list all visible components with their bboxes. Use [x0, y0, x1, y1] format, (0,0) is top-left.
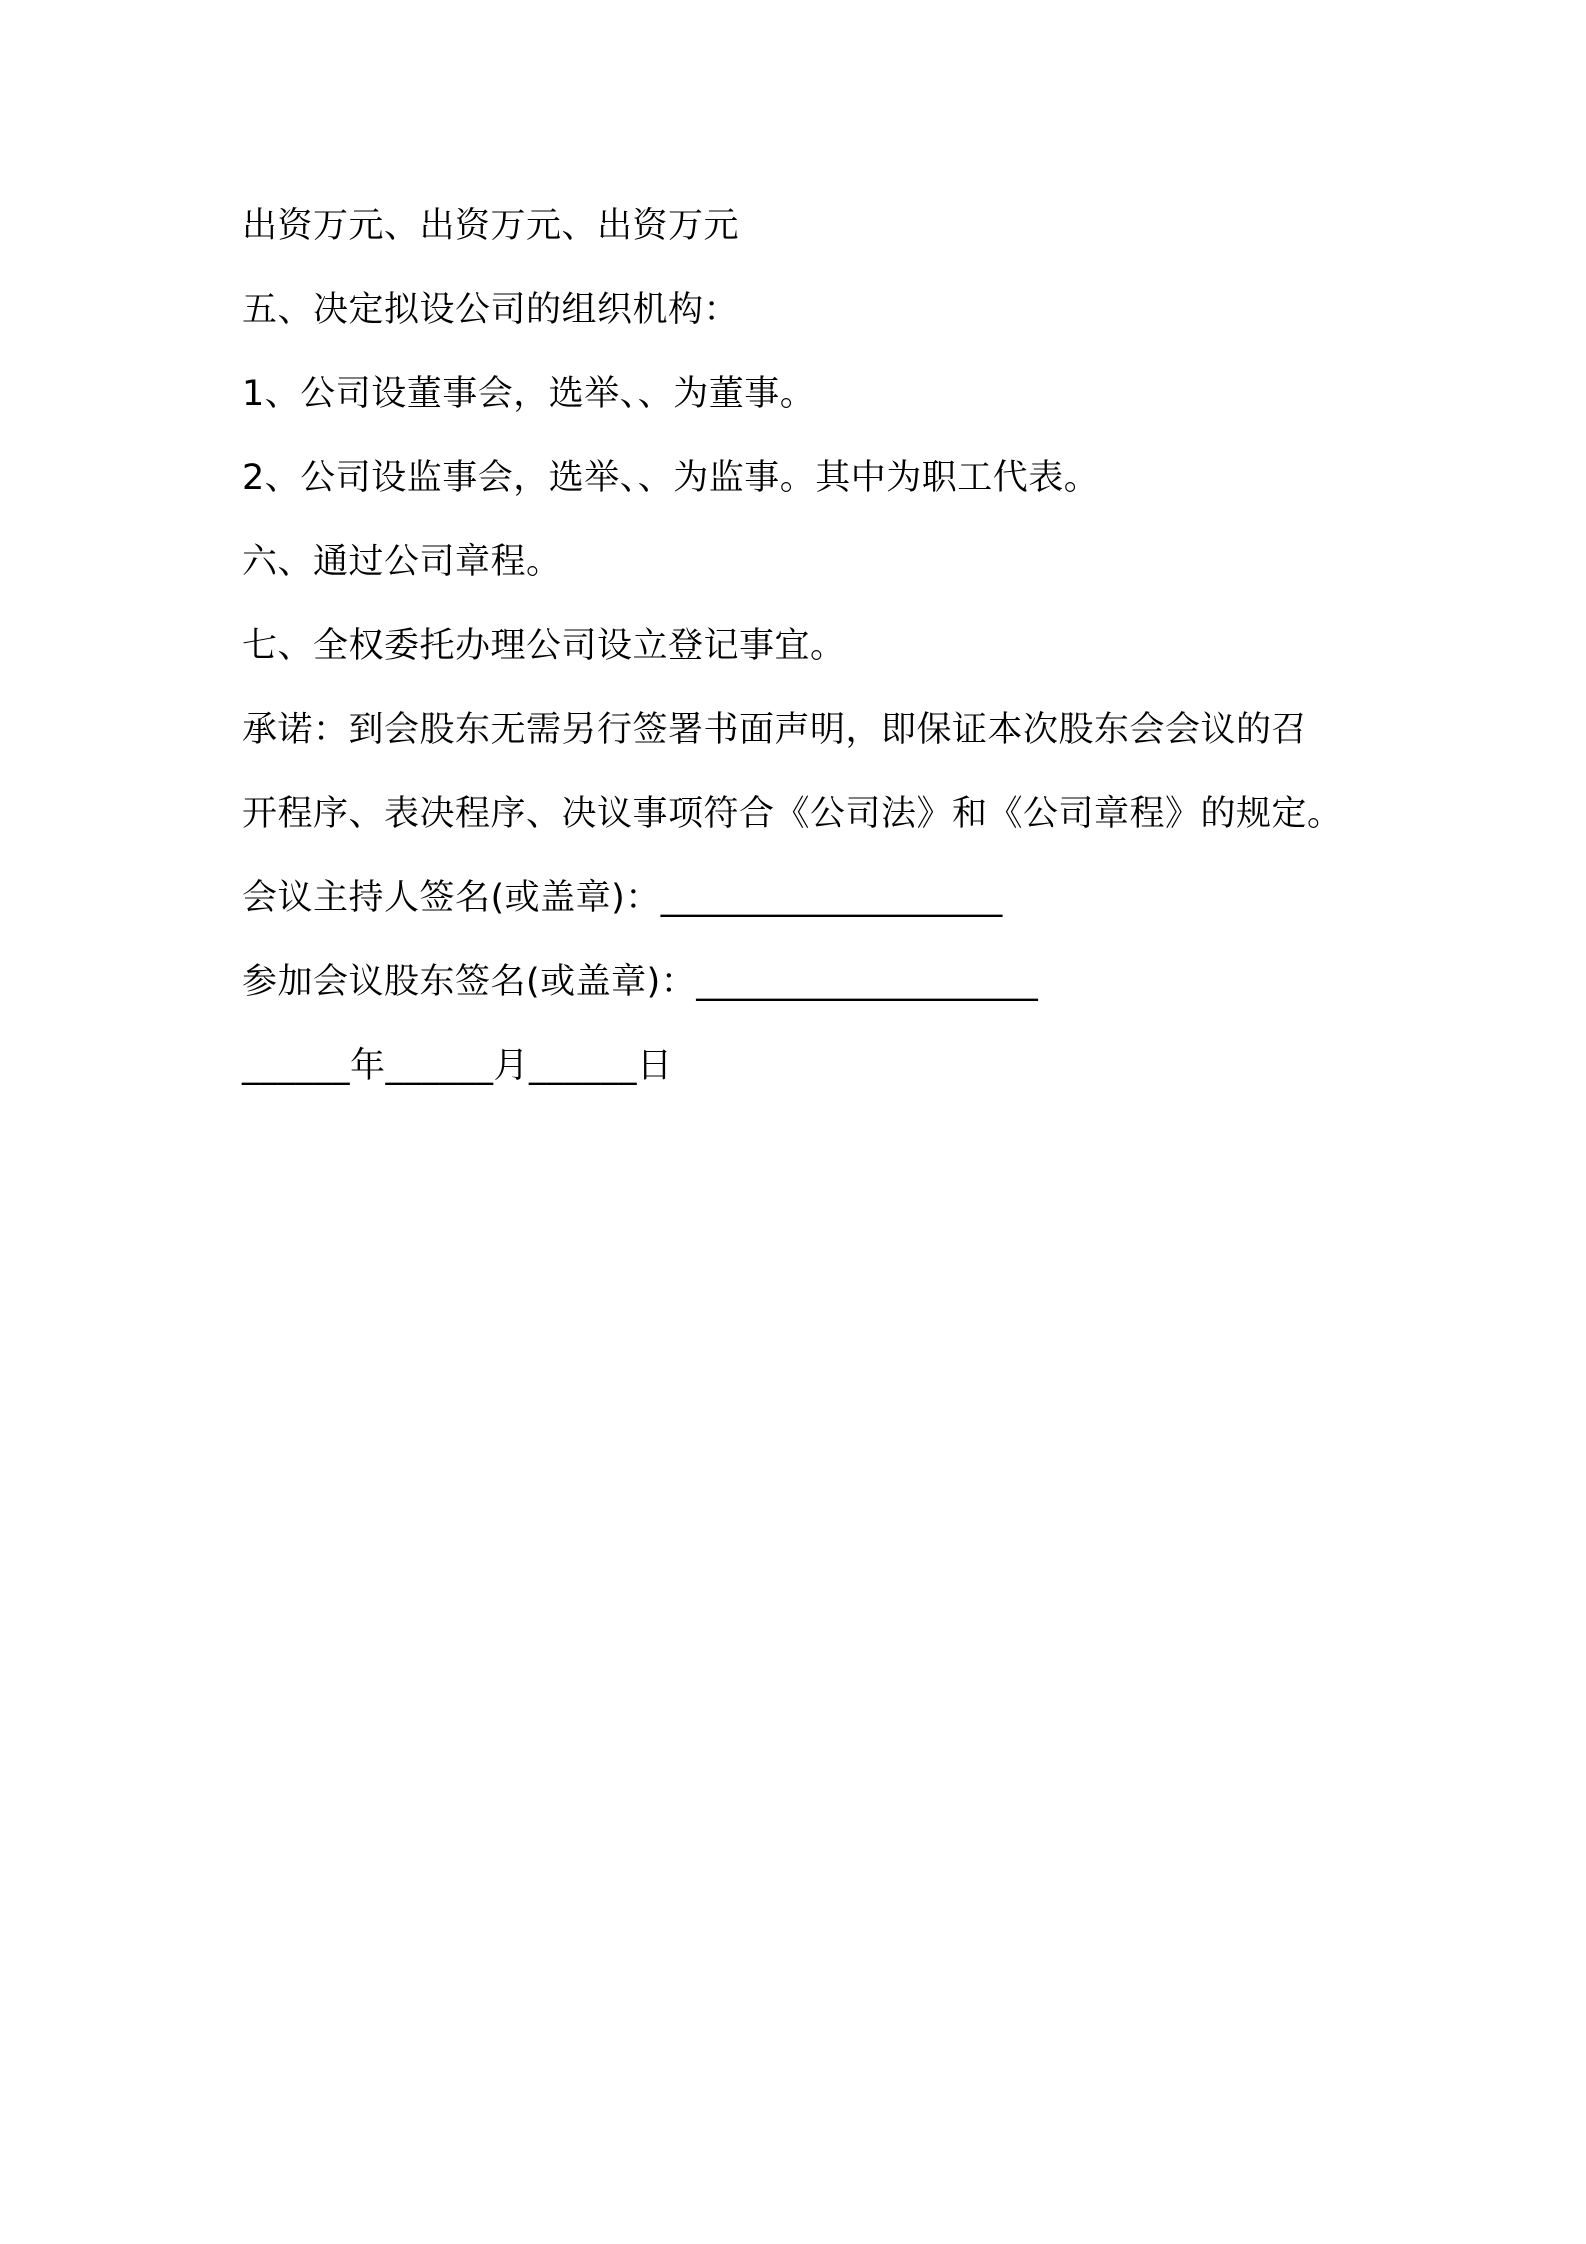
- board-of-directors-item: 1、公司设董事会，选举、、为董事。: [242, 374, 816, 414]
- shareholder-signature-line: 参加会议股东签名(或盖章)：___________________: [242, 962, 1039, 1002]
- commitment-line-1: 承诺：到会股东无需另行签署书面声明，即保证本次股东会会议的召: [242, 710, 1308, 750]
- board-of-supervisors-item: 2、公司设监事会，选举、、为监事。其中为职工代表。: [242, 458, 1100, 498]
- date-line: ______年______月______日: [242, 1046, 673, 1086]
- host-signature-line: 会议主持人签名(或盖章)：___________________: [242, 878, 1003, 918]
- contribution-line: 出资万元、出资万元、出资万元: [242, 206, 740, 246]
- section-six-heading: 六、通过公司章程。: [242, 542, 562, 582]
- section-seven-heading: 七、全权委托办理公司设立登记事宜。: [242, 626, 846, 666]
- commitment-line-2: 开程序、表决程序、决议事项符合《公司法》和《公司章程》的规定。: [242, 794, 1343, 834]
- section-five-heading: 五、决定拟设公司的组织机构：: [242, 290, 740, 330]
